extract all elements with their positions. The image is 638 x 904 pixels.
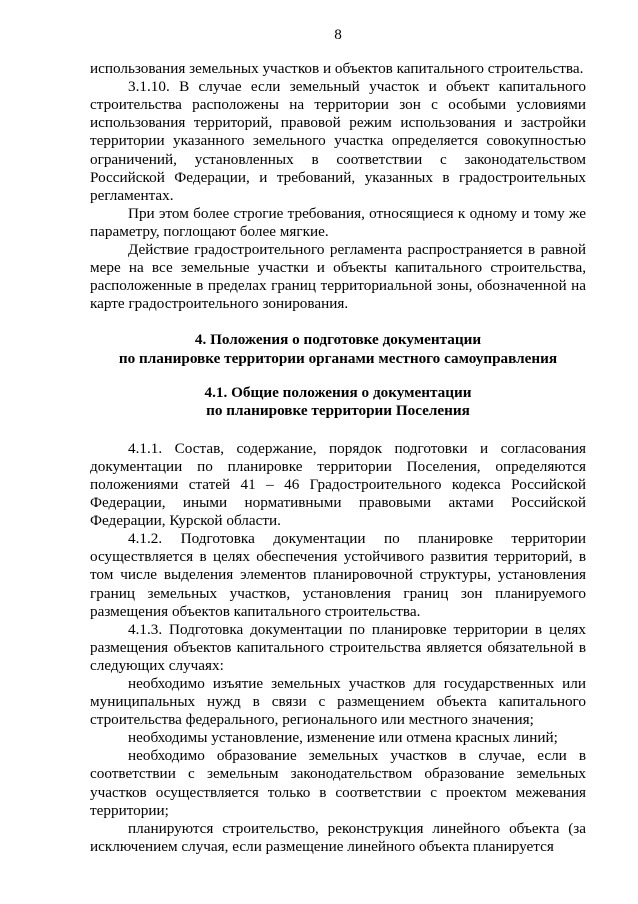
paragraph-stricter-requirements: При этом более строгие требования, относящиеся к одному и тому же параметру, поглощают более мягкие. bbox=[90, 204, 586, 240]
paragraph-4-1-3: 4.1.3. Подготовка документации по планировке территории в целях размещения объектов капитального строительства является обязательной в следующих случаях: bbox=[90, 620, 586, 674]
paragraph-regulation-scope: Действие градостроительного регламента распространяется в равной мере на все земельные участки и объекты капитального строительства, расположенные в пределах границ территориальной зоны, обозначенной на карте градостроительного зонирования. bbox=[90, 241, 586, 313]
section-heading bbox=[90, 331, 586, 367]
paragraph-4-1-1: 4.1.1. Состав, содержание, порядок подготовки и согласования документации по планировке территории Поселения, определяются положениями статей 41 – 46 Градостроительного кодекса Российской Федерации, иными нормативными правовыми актами Российской Федерации, Курской области. bbox=[90, 439, 586, 530]
subsection-heading-line-1: 4.1. Общие положения о документации bbox=[204, 383, 472, 401]
list-item-land-seizure: необходимо изъятие земельных участков для государственных или муниципальных нужд в связи с размещением объекта капитального строительства федерального, регионального или местного значения; bbox=[90, 675, 586, 729]
page-number: 8 bbox=[334, 26, 342, 43]
paragraph-3-1-10: 3.1.10. В случае если земельный участок и объект капитального строительства расположены на территории зон с особыми условиями использования территорий, правовой режим использования и застройки территории указанного земельного участка определяется совокупностью ограничений, установленных в соответствии с законодательством Российской Федерации, и требований, указанных в градостроительных регламентах. bbox=[90, 78, 586, 204]
subsection-heading bbox=[90, 384, 586, 420]
paragraph-continuation: использования земельных участков и объектов капитального строительства. bbox=[90, 60, 584, 78]
section-heading-line-1: 4. Положения о подготовке документации bbox=[194, 331, 482, 349]
list-item-linear-object: планируются строительство, реконструкция линейного объекта (за исключением случая, если размещение линейного объекта планируется bbox=[90, 819, 586, 855]
subsection-heading-line-2: по планировке территории Поселения bbox=[206, 401, 470, 419]
section-heading-line-2: по планировке территории органами местного самоуправления bbox=[118, 349, 558, 367]
paragraph-4-1-2: 4.1.2. Подготовка документации по планировке территории осуществляется в целях обеспечения устойчивого развития территорий, в том числе выделения элементов планировочной структуры, установления границ земельных участков, установления границ зон планируемого размещения объектов капитального строительства. bbox=[90, 530, 586, 620]
list-item-red-lines: необходимы установление, изменение или отмена красных линий; bbox=[128, 729, 558, 747]
list-item-land-formation: необходимо образование земельных участков в случае, если в соответствии с земельным законодательством образование земельных участков осуществляется только в соответствии с проектом межевания территории; bbox=[90, 747, 586, 819]
